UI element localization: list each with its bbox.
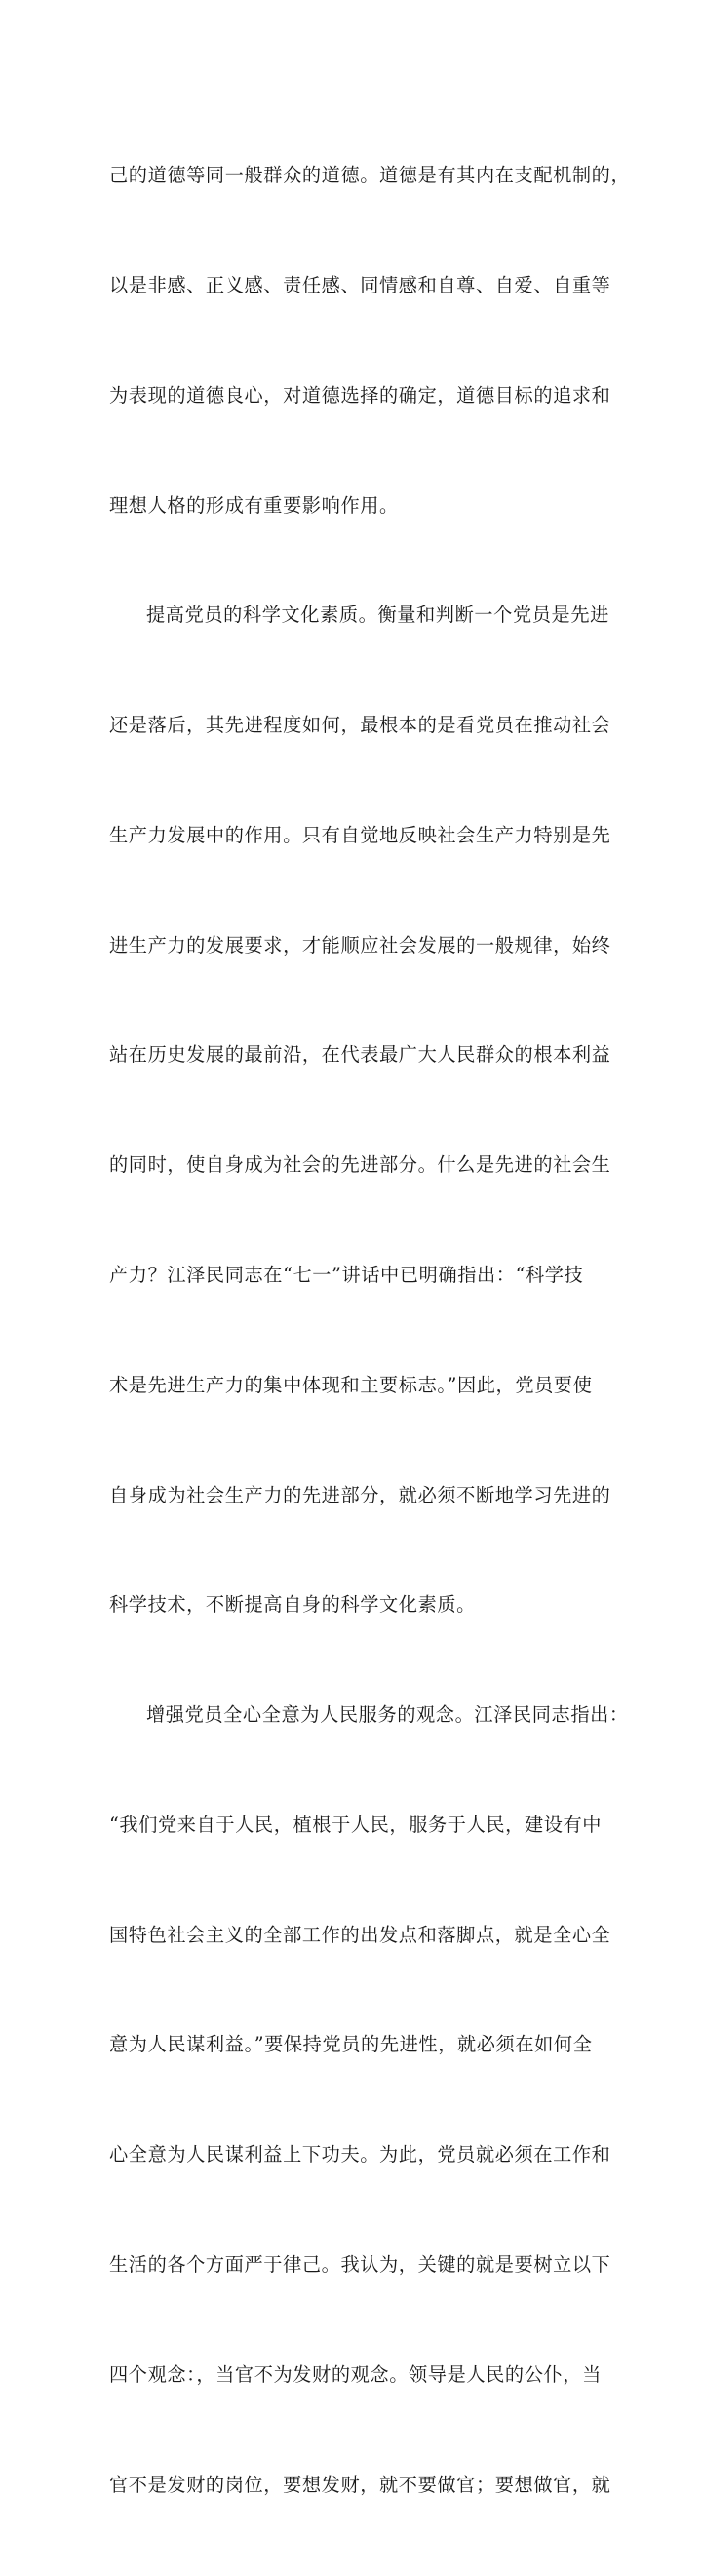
text-line: 四个观念：，当官不为发财的观念。领导是人民的公仆，当 [109, 2362, 602, 2386]
text-line: 生活的各个方面严于律己。我认为，关键的就是要树立以下 [109, 2253, 611, 2277]
body-text [109, 84, 631, 2576]
text-line: 理想人格的形成有重要影响作用。 [109, 493, 399, 517]
text-line: 科学技术，不断提高自身的科学文化素质。 [109, 1593, 476, 1617]
text-line: 己的道德等同一般群众的道德。道德是有其内在支配机制的， [109, 164, 631, 187]
paragraph-start-line: 提高党员的科学文化素质。衡量和判断一个党员是先进 [146, 604, 609, 627]
text-line: 意为人民谋利益。”要保持党员的先进性，就必须在如何全 [109, 2033, 593, 2056]
text-line: 产力？江泽民同志在“七一”讲话中已明确指出：“科学技 [109, 1264, 584, 1286]
text-line: 以是非感、正义感、责任感、同情感和自尊、自爱、自重等 [109, 273, 611, 296]
paragraph-start-line: 增强党员全心全意为人民服务的观念。江泽民同志指出： [146, 1703, 629, 1727]
text-line: “我们党来自于人民，植根于人民，服务于人民，建设有中 [109, 1813, 603, 1836]
text-line: 国特色社会主义的全部工作的出发点和落脚点，就是全心全 [109, 1923, 611, 1946]
text-line: 术是先进生产力的集中体现和主要标志。”因此，党员要使 [109, 1373, 593, 1396]
text-line: 还是落后，其先进程度如何，最根本的是看党员在推动社会 [109, 714, 611, 737]
text-line: 自身成为社会生产力的先进部分，就必须不断地学习先进的 [109, 1483, 611, 1506]
text-line: 生产力发展中的作用。只有自觉地反映社会生产力特别是先 [109, 823, 611, 846]
text-line: 的同时，使自身成为社会的先进部分。什么是先进的社会生 [109, 1153, 611, 1177]
text-line: 进生产力的发展要求，才能顺应社会发展的一般规律，始终 [109, 933, 611, 956]
text-line: 为表现的道德良心，对道德选择的确定，道德目标的追求和 [109, 383, 611, 407]
text-line: 站在历史发展的最前沿，在代表最广大人民群众的根本利益 [109, 1043, 611, 1067]
text-line: 官不是发财的岗位，要想发财，就不要做官；要想做官，就 [109, 2473, 611, 2496]
text-line: 心全意为人民谋利益上下功夫。为此，党员就必须在工作和 [109, 2143, 611, 2166]
